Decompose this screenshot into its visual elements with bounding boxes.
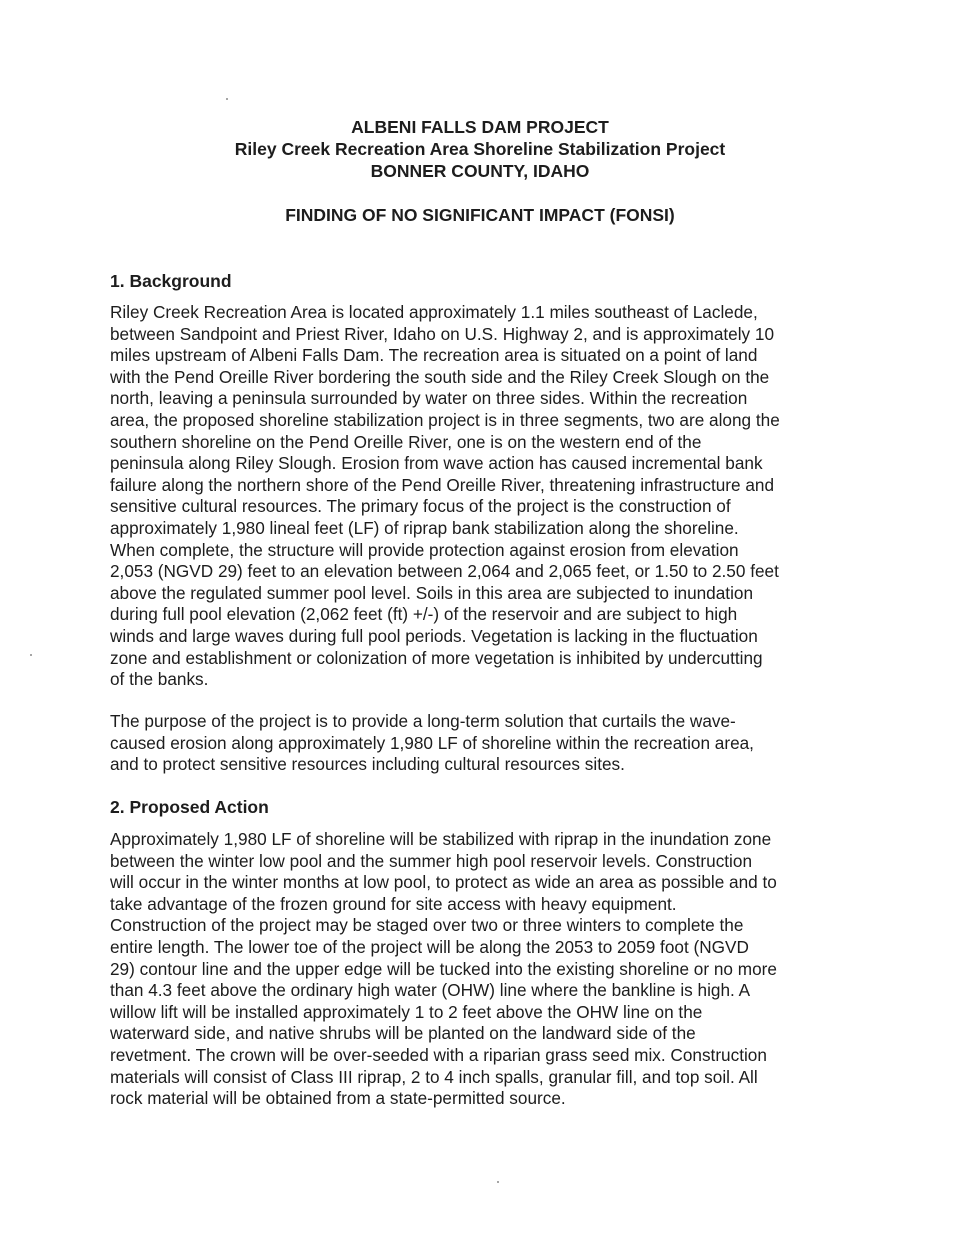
project-name: ALBENI FALLS DAM PROJECT <box>351 117 609 137</box>
proposed-action-paragraph <box>110 829 850 1110</box>
text-line: between the winter low pool and the summer high pool reservoir levels. Construction <box>110 850 752 871</box>
text-line: during full pool elevation (2,062 feet (ft) +/-) of the reservoir and are subject to high <box>110 604 738 625</box>
text-line: entire length. The lower toe of the project will be along the 2053 to 2059 foot (NGVD <box>110 936 749 957</box>
text-line: caused erosion along approximately 1,980 LF of shoreline within the recreation area, <box>110 732 754 753</box>
text-line: and to protect sensitive resources including cultural resources sites. <box>110 754 625 775</box>
section-heading-proposed-action: 2. Proposed Action <box>110 797 269 817</box>
text-line: approximately 1,980 lineal feet (LF) of riprap bank stabilization along the shoreline. <box>110 517 739 538</box>
text-line: winds and large waves during full pool periods. Vegetation is lacking in the fluctuation <box>110 625 758 646</box>
text-line: above the regulated summer pool level. Soils in this area are subjected to inundation <box>110 582 754 603</box>
document-title: FINDING OF NO SIGNIFICANT IMPACT (FONSI) <box>285 205 675 225</box>
document-header <box>0 116 960 182</box>
text-line: Riley Creek Recreation Area is located approximately 1.1 miles southeast of Laclede, <box>110 302 758 322</box>
scan-speck <box>226 98 228 100</box>
text-line: miles upstream of Albeni Falls Dam. The recreation area is situated on a point of land <box>110 345 758 366</box>
text-line: revetment. The crown will be over-seeded with a riparian grass seed mix. Construction <box>110 1044 767 1065</box>
text-line: willow lift will be installed approximately 1 to 2 feet above the OHW line on the <box>110 1001 703 1022</box>
text-line: north, leaving a peninsula surrounded by water on three sides. Within the recreation <box>110 388 748 409</box>
text-line: zone and establishment or colonization of more vegetation is inhibited by undercutting <box>110 647 763 668</box>
text-line: Approximately 1,980 LF of shoreline will be stabilized with riprap in the inundation zone <box>110 829 772 849</box>
text-line: When complete, the structure will provide protection against erosion from elevation <box>110 539 739 560</box>
text-line: sensitive cultural resources. The primary focus of the project is the construction of <box>110 496 731 517</box>
background-paragraph-1 <box>110 302 850 691</box>
scan-speck <box>497 1181 499 1183</box>
text-line: southern shoreline on the Pend Oreille River, one is on the western end of the <box>110 431 702 452</box>
text-line: Construction of the project may be staged over two or three winters to complete the <box>110 915 744 936</box>
text-line: between Sandpoint and Priest River, Idaho on U.S. Highway 2, and is approximately 10 <box>110 323 775 344</box>
text-line: 2,053 (NGVD 29) feet to an elevation between 2,064 and 2,065 feet, or 1.50 to 2.50 feet <box>110 561 779 582</box>
scan-speck <box>30 654 32 656</box>
text-line: 29) contour line and the upper edge will be tucked into the existing shoreline or no more <box>110 958 777 979</box>
text-line: take advantage of the frozen ground for site access with heavy equipment. <box>110 893 677 914</box>
text-line: rock material will be obtained from a state-permitted source. <box>110 1088 566 1109</box>
section-heading-background: 1. Background <box>110 271 232 291</box>
text-line: The purpose of the project is to provide a long-term solution that curtails the wave- <box>110 711 736 731</box>
project-subtitle: Riley Creek Recreation Area Shoreline Stabilization Project <box>234 139 726 159</box>
background-paragraph-2 <box>110 711 850 776</box>
text-line: with the Pend Oreille River bordering the south side and the Riley Creek Slough on the <box>110 366 770 387</box>
project-location: BONNER COUNTY, IDAHO <box>370 161 590 181</box>
text-line: will occur in the winter months at low pool, to protect as wide an area as possible and to <box>110 872 777 893</box>
text-line: area, the proposed shoreline stabilization project is in three segments, two are along the <box>110 409 780 430</box>
text-line: peninsula along Riley Slough. Erosion from wave action has caused incremental bank <box>110 453 763 474</box>
text-line: failure along the northern shore of the Pend Oreille River, threatening infrastructure and <box>110 474 775 495</box>
text-line: than 4.3 feet above the ordinary high water (OHW) line where the bankline is high. A <box>110 980 751 1001</box>
text-line: of the banks. <box>110 669 209 690</box>
text-line: waterward side, and native shrubs will be planted on the landward side of the <box>110 1023 696 1044</box>
text-line: materials will consist of Class III riprap, 2 to 4 inch spalls, granular fill, and top soil. All <box>110 1066 758 1087</box>
